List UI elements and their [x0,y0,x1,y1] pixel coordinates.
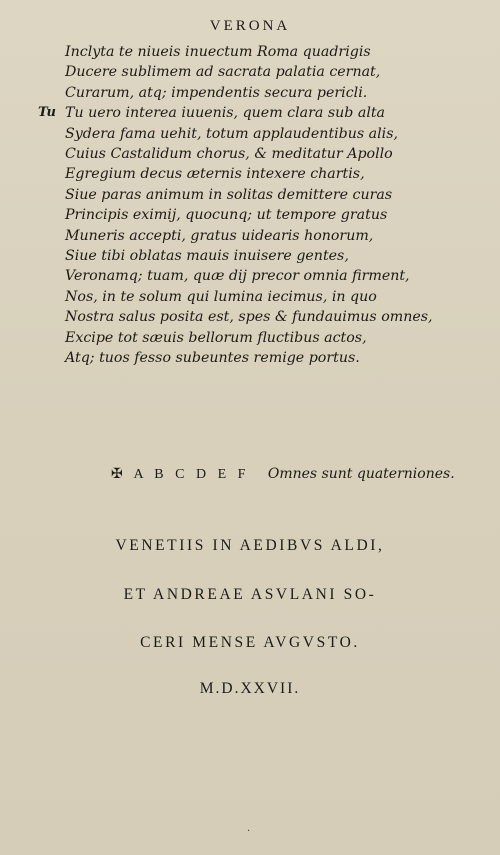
colophon-line-3: CERI MENSE AVGVSTO. [140,634,360,651]
poem-block [38,42,465,369]
register-letters: ✠ A B C D E F [111,467,250,482]
bottom-ink-dot-icon: · [247,826,251,837]
signature-register [111,466,471,483]
poem-line: Veronamq; tuam, quæ dij precor omnia firment, [65,268,410,285]
poem-line: Sydera fama uehit, totum applaudentibus alis, [65,125,399,142]
poem-line: Muneris accepti, gratus uidearis honorum, [65,227,374,244]
poem-line: Excipe tot sæuis bellorum fluctibus actos, [65,329,367,346]
poem-line: Siue tibi oblatas mauis inuisere gentes, [65,248,349,265]
colophon-line-1: VENETIIS IN AEDIBVS ALDI, [115,537,385,554]
poem-line: Egregium decus æternis intexere chartis, [65,166,365,183]
poem-line: Atq; tuos fesso subeuntes remige portus. [65,350,360,367]
poem-line: Curarum, atq; impendentis secura pericli. [65,84,368,101]
poem-line: Nostra salus posita est, spes & fundauimus omnes, [65,309,433,326]
register-note: Omnes sunt quaterniones. [267,466,455,482]
poem-line: Ducere sublimem ad sacrata palatia cernat, [65,64,381,81]
poem-line: Inclyta te niueis inuectum Roma quadrigis [65,44,371,60]
page-header-title: VERONA [209,18,291,34]
poem-line: Principis eximij, quocunq; ut tempore gratus [65,207,388,224]
margin-note: Tu [38,105,56,121]
poem-line: Cuius Castalidum chorus, & meditatur Apollo [65,146,393,163]
poem-line: Nos, in te solum qui lumina iecimus, in quo [65,288,377,305]
colophon-date: M.D.XXVII. [199,680,301,697]
poem-line: Siue paras animum in solitas demittere curas [65,186,393,203]
poem-line: Tu uero interea iuuenis, quem clara sub alta Tu [65,103,465,123]
colophon-line-2: ET ANDREAE ASVLANI SO- [123,586,377,603]
